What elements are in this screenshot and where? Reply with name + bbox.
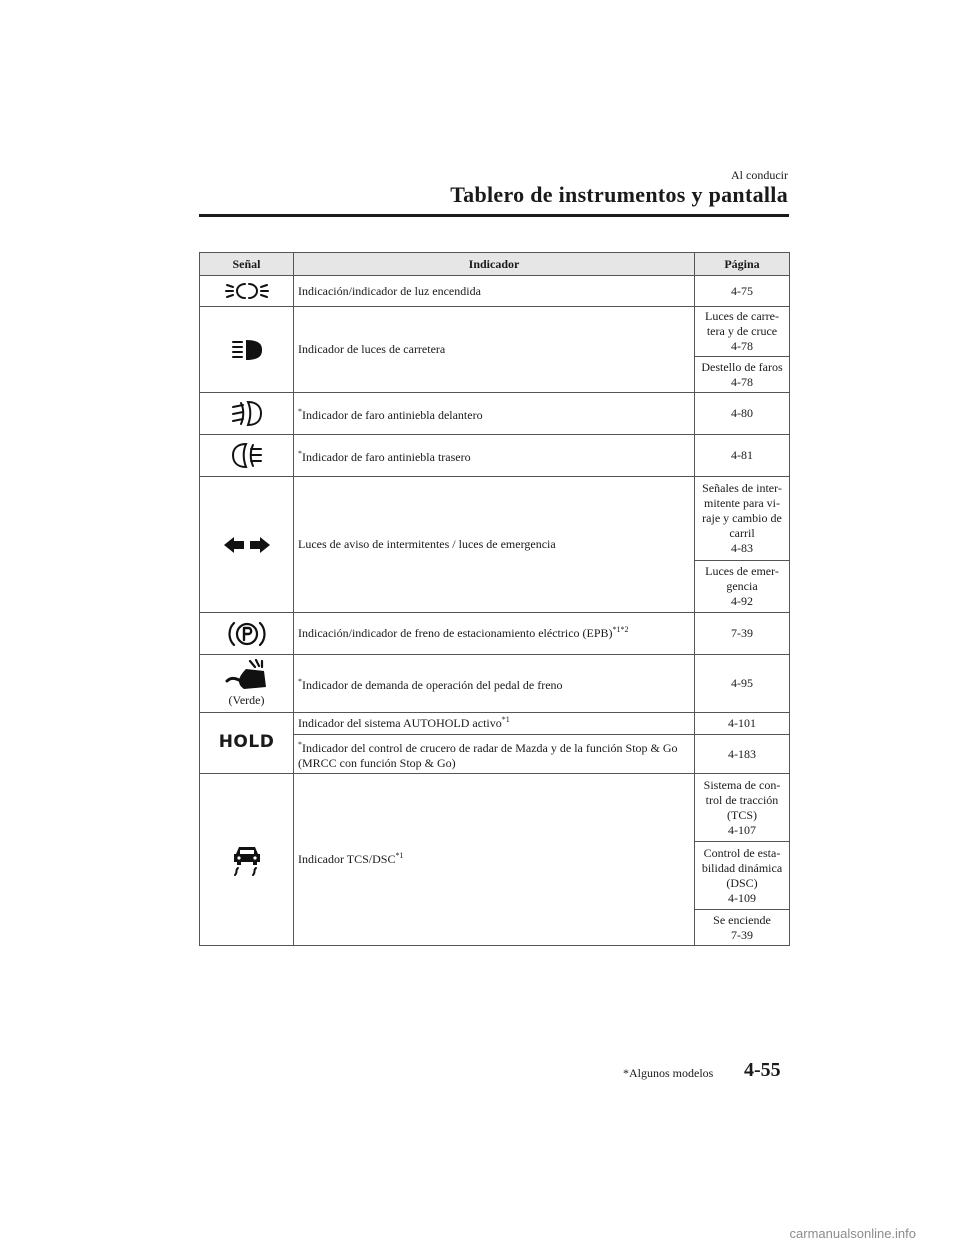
footnote-mark: *1: [395, 851, 404, 860]
page-ref: Luces de emer-gencia 4-92: [705, 564, 779, 608]
table-row: [200, 435, 790, 477]
column-header-page: Página: [695, 253, 790, 276]
page-cell: [695, 276, 790, 307]
footnote-mark: *1*2: [612, 625, 629, 634]
table-row: [200, 393, 790, 435]
column-header-signal: Señal: [200, 253, 294, 276]
table-row: [200, 774, 790, 842]
page-cell: [695, 713, 790, 735]
indicator-text: Indicador de demanda de operación del pedal de freno: [302, 678, 563, 692]
front-fog-light-icon: [230, 400, 264, 428]
parking-brake-icon: [227, 619, 267, 649]
position-light-icon: [225, 281, 269, 301]
indicator-text: Indicador de luces de carretera: [298, 342, 446, 356]
section-label: Al conducir: [731, 168, 788, 182]
asterisk-mark: *: [298, 677, 302, 686]
footnote-mark: *1: [501, 715, 510, 724]
signal-cell: [200, 276, 294, 307]
page-title: Tablero de instrumentos y pantalla: [450, 182, 788, 207]
page-cell: [695, 307, 790, 357]
indicator-cell: [294, 713, 695, 735]
header-rule: [199, 214, 789, 217]
asterisk-mark: *: [298, 449, 302, 458]
page-ref: 4-95: [731, 676, 753, 690]
table-row: [200, 655, 790, 713]
indicator-cell: [294, 276, 695, 307]
tcs-dsc-icon: [230, 843, 264, 877]
signal-cell: [200, 774, 294, 946]
indicator-text: Indicador de faro antiniebla delantero: [302, 408, 483, 422]
page-ref: 4-80: [731, 406, 753, 420]
page-cell: [695, 774, 790, 842]
indicator-cell: [294, 774, 695, 946]
page-number: 4-55: [744, 1059, 781, 1081]
indicator-cell: [294, 477, 695, 613]
signal-cell: [200, 613, 294, 655]
page-ref: 4-183: [728, 746, 756, 761]
page-ref: Destello de faros 4-78: [701, 359, 783, 389]
indicator-text: Indicador del control de crucero de radar de Mazda y de la función Stop & Go (MRCC con función Stop & Go): [298, 741, 678, 770]
page-cell: [695, 735, 790, 774]
asterisk-mark: *: [298, 740, 302, 749]
page-cell: [695, 477, 790, 561]
watermark-link[interactable]: carmanualsonline.info: [789, 1226, 916, 1241]
signal-cell: [200, 477, 294, 613]
high-beam-icon: [230, 339, 264, 361]
page-ref: Control de esta-bilidad dinámica (DSC) 4-109: [701, 845, 783, 905]
indicator-cell: [294, 435, 695, 477]
indicator-cell: [294, 307, 695, 393]
indicator-text: Indicación/indicador de freno de estacionamiento eléctrico (EPB): [298, 626, 613, 640]
signal-cell: [200, 713, 294, 774]
page-cell: [695, 910, 790, 946]
asterisk-mark: *: [298, 407, 302, 416]
indicator-text: Indicador de faro antiniebla trasero: [302, 450, 471, 464]
page-cell: [695, 655, 790, 713]
signal-cell: [200, 393, 294, 435]
column-header-indicator: Indicador: [294, 253, 695, 276]
page-ref: 4-81: [731, 448, 753, 462]
page-cell: [695, 393, 790, 435]
table-row: [200, 477, 790, 561]
page-cell: [695, 613, 790, 655]
turn-signal-icon: [223, 535, 271, 555]
table-row: [200, 307, 790, 357]
rear-fog-light-icon: [230, 442, 264, 470]
page-ref: Se enciende 7-39: [713, 912, 771, 942]
hold-icon: HOLD: [218, 732, 275, 752]
brake-pedal-icon: [224, 659, 270, 691]
page-ref: Luces de carre-tera y de cruce 4-78: [705, 309, 779, 353]
indicator-text: Indicador del sistema AUTOHOLD activo: [298, 716, 502, 730]
icon-caption: (Verde): [228, 693, 265, 707]
page-ref: 7-39: [731, 626, 753, 640]
signal-cell: [200, 307, 294, 393]
table-row: [200, 276, 790, 307]
page-ref: Señales de inter-mitente para vi-raje y cambio de carril 4-83: [702, 481, 782, 555]
page-cell: [695, 842, 790, 910]
page-cell: [695, 357, 790, 393]
page-cell: [695, 561, 790, 613]
table-header-row: [200, 253, 790, 276]
indicator-text: Indicación/indicador de luz encendida: [298, 283, 481, 298]
signal-cell: [200, 435, 294, 477]
table-row: [200, 713, 790, 735]
indicator-table: [199, 252, 790, 946]
indicator-cell: [294, 613, 695, 655]
indicator-text: Luces de aviso de intermitentes / luces de emergencia: [298, 537, 556, 551]
footnote-some-models: *Algunos modelos: [623, 1066, 714, 1080]
indicator-cell: [294, 655, 695, 713]
page-ref: 4-101: [728, 716, 756, 730]
page-ref: Sistema de con-trol de tracción (TCS) 4-107: [703, 777, 781, 837]
signal-cell: [200, 655, 294, 713]
indicator-cell: [294, 393, 695, 435]
indicator-text: Indicador TCS/DSC: [298, 852, 396, 866]
table-row: [200, 613, 790, 655]
page-ref: 4-75: [731, 283, 753, 298]
page-cell: [695, 435, 790, 477]
indicator-cell: [294, 735, 695, 774]
